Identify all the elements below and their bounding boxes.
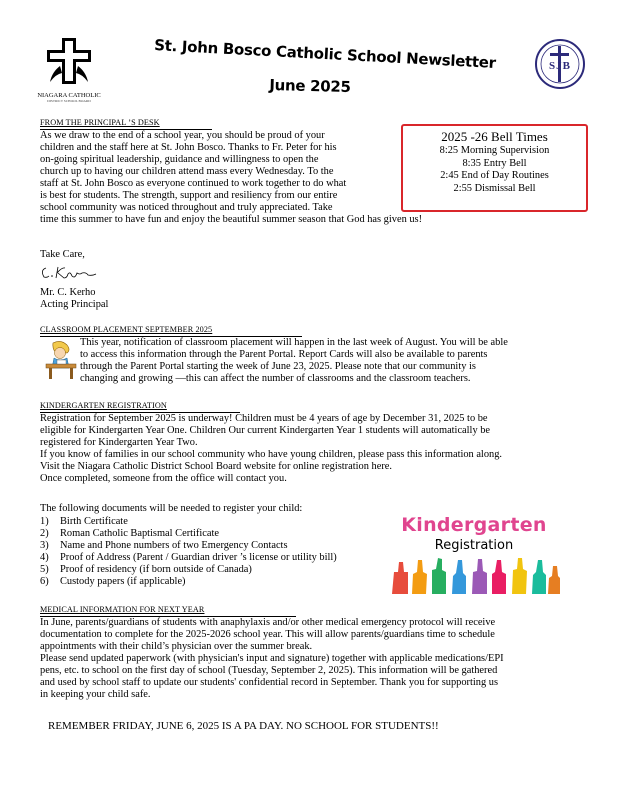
- student-clipart: [43, 340, 79, 380]
- kindergarten-line: If you know of families in our school community who have young children, please pass this information along.: [40, 449, 503, 460]
- principal-line: As we draw to the end of a school year, you should be proud of your: [40, 130, 325, 141]
- classroom-line: through the Parent Portal starting the week of June 23, 2025. Please note that our community is: [80, 361, 476, 372]
- principal-heading: FROM THE PRINCIPAL ’S DESK: [40, 118, 160, 127]
- bell-time-item: 8:25 Morning Supervision: [439, 145, 550, 156]
- medical-line: In June, parents/guardians of students with anaphylaxis and/or other medical emergency protocol will receive: [40, 617, 496, 628]
- medical-line: Please send updated paperwork (with physician's input and signature) together with applicable medications/EPI: [40, 653, 504, 664]
- principal-line: staff at St. John Bosco as everyone continued to work together to do what: [40, 178, 347, 189]
- newsletter-date: June 2025: [269, 75, 351, 97]
- painted-hands-icon: [386, 552, 562, 594]
- left-logo-text: NIAGARA CATHOLIC: [37, 92, 101, 99]
- signature-image: [40, 264, 110, 280]
- medical-line: appointments with their child’s physician over the summer break.: [40, 641, 313, 652]
- bell-time-item: 2:55 Dismissal Bell: [453, 182, 536, 194]
- kindergarten-heading: KINDERGARTEN REGISTRATION: [40, 401, 167, 410]
- student-desk-icon: [43, 340, 79, 380]
- classroom-text: [80, 337, 508, 385]
- medical-line: in keeping your child safe.: [40, 689, 151, 700]
- bell-time-item: 2:45 End of Day Routines: [440, 170, 549, 181]
- bell-time-item: 8:35 Entry Bell: [462, 157, 527, 169]
- kindergarten-graphic-subtitle: Registration: [434, 538, 514, 553]
- newsletter-title: St. John Bosco Catholic School Newsletter: [153, 36, 497, 72]
- closing-text: Take Care,: [40, 249, 85, 260]
- bell-times-box: [401, 124, 588, 212]
- kindergarten-line: eligible for Kindergarten Year One. Children Our current Kindergarten Year 1 students will automatically be: [40, 425, 491, 436]
- principal-role: Acting Principal: [40, 299, 109, 310]
- list-item: 2) Roman Catholic Baptismal Certificate: [40, 528, 219, 539]
- kindergarten-line: Visit the Niagara Catholic District School Board website for online registration here.: [40, 461, 392, 472]
- list-item: 1) Birth Certificate: [40, 516, 128, 527]
- docs-list: [40, 516, 337, 588]
- classroom-heading: CLASSROOM PLACEMENT SEPTEMBER 2025: [40, 325, 213, 334]
- pa-day-reminder: REMEMBER FRIDAY, JUNE 6, 2025 IS A PA DAY. NO SCHOOL FOR STUDENTS!!: [48, 720, 439, 732]
- bell-times-title: 2025 -26 Bell Times: [441, 129, 548, 144]
- niagara-catholic-logo: [38, 36, 100, 104]
- classroom-line: to access this information through the Parent Portal. Report Cards will also be available to parents: [80, 349, 488, 360]
- medical-line: documentation to complete for the 2025-2026 school year. This will allow parents/guardians time to schedule: [40, 629, 495, 640]
- principal-line: on-going spiritual leadership, guidance and willingness to open the: [40, 154, 319, 165]
- kindergarten-line: registered for Kindergarten Year Two.: [40, 437, 198, 448]
- cross-logo-icon: [38, 36, 100, 88]
- medical-line: pens, etc. to school on the first day of school (Tuesday, September 2, 2025). This information will be gathered: [40, 665, 498, 676]
- kindergarten-graphic-title: Kindergarten: [401, 514, 547, 536]
- medical-line: and used by school staff to update our students' confidential record in September. Thank you for supporting us: [40, 677, 499, 688]
- principal-line: church up to having our children attend mass every Wednesday. To the: [40, 166, 334, 177]
- classroom-line: This year, notification of classroom placement will happen in the last week of August. You will be able: [80, 337, 508, 348]
- list-item: 4) Proof of Address (Parent / Guardian driver ’s license or utility bill): [40, 552, 337, 563]
- classroom-line: changing and growing —this can affect the number of classrooms and the classroom teachers.: [80, 373, 471, 384]
- medical-heading: MEDICAL INFORMATION FOR NEXT YEAR: [40, 605, 205, 614]
- kindergarten-line: Registration for September 2025 is underway! Children must be 4 years of age by December 31, 2025 to be: [40, 413, 488, 424]
- medical-text: [40, 617, 504, 701]
- kindergarten-text: [40, 413, 502, 485]
- principal-line: school community was noticed throughout and truly appreciated. Take: [40, 202, 333, 213]
- principal-text: [40, 130, 422, 226]
- principal-name: Mr. C. Kerho: [40, 287, 96, 298]
- sjb-seal-text: SJB: [549, 60, 571, 72]
- principal-line: children and the staff here at St. John Bosco. Thanks to Fr. Peter for his: [40, 142, 337, 153]
- list-item: 6) Custody papers (if applicable): [40, 576, 186, 587]
- principal-line: time this summer to have fun and enjoy the beautiful summer season that God has given us!: [40, 214, 423, 225]
- list-item: 3) Name and Phone numbers of two Emergency Contacts: [40, 540, 288, 551]
- sjb-seal: [534, 38, 586, 90]
- list-item: 5) Proof of residency (if born outside of Canada): [40, 564, 252, 575]
- principal-line: is best for students. The strength, support and resiliency from our entire: [40, 190, 338, 201]
- kindergarten-line: Once completed, someone from the office will contact you.: [40, 473, 287, 484]
- left-logo-subtext: DISTRICT SCHOOL BOARD: [47, 99, 91, 103]
- docs-intro: The following documents will be needed to register your child:: [40, 503, 303, 514]
- kindergarten-registration-graphic: [386, 514, 562, 594]
